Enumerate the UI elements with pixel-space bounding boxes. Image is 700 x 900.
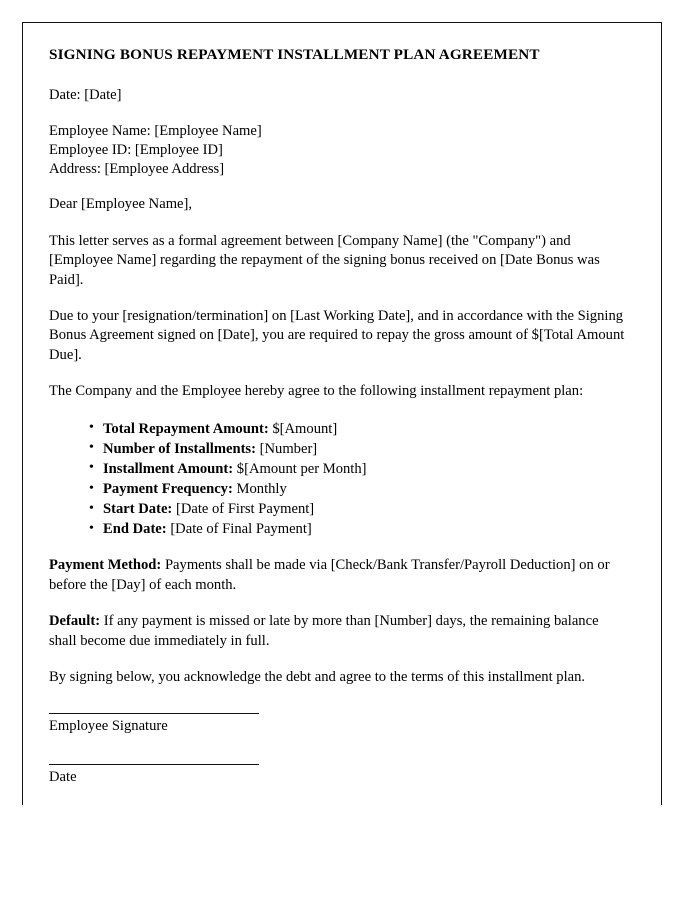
paragraph-acknowledgement: By signing below, you acknowledge the debt and agree to the terms of this installment plan. — [49, 669, 586, 686]
date-line: Date: [Date] — [49, 87, 122, 103]
term-label: Installment Amount: — [103, 460, 234, 477]
paragraph-reason: Due to your [resignation/termination] on [Last Working Date], and in accordance with the Signing Bonus Agreement signed on [Date], you are required to repay the gross amount of $[Total Amount Due]. — [49, 308, 625, 363]
term-value: [Number] — [259, 440, 318, 457]
employee-address-line: Address: [Employee Address] — [49, 160, 225, 177]
paragraph-plan-intro: The Company and the Employee hereby agree to the following installment repayment plan: — [49, 383, 584, 400]
document-content — [49, 45, 627, 787]
list-item — [89, 419, 627, 439]
payment-method-label: Payment Method: — [49, 557, 162, 574]
employee-signature-line[interactable] — [49, 713, 259, 714]
paragraph-intro: This letter serves as a formal agreement between [Company Name] (the "Company") and [Employee Name] regarding the repayment of the signing bonus received on [Date Bonus was Paid]. — [49, 232, 600, 288]
page-title: SIGNING BONUS REPAYMENT INSTALLMENT PLAN AGREEMENT — [49, 46, 540, 63]
term-value: Monthly — [236, 481, 287, 498]
signature-date-label: Date — [49, 769, 77, 786]
list-item — [89, 439, 627, 459]
recipient-block — [49, 122, 627, 178]
employee-signature-label: Employee Signature — [49, 718, 168, 735]
installment-terms-list — [49, 419, 627, 540]
signature-date-line[interactable] — [49, 764, 259, 765]
default-clause-paragraph — [49, 612, 627, 651]
signature-block — [49, 713, 627, 787]
employee-name-line: Employee Name: [Employee Name] — [49, 123, 262, 140]
term-value: [Date of First Payment] — [175, 501, 315, 518]
list-item — [89, 459, 627, 479]
term-value: $[Amount] — [272, 420, 338, 437]
salutation: Dear [Employee Name], — [49, 196, 193, 213]
term-value: [Date of Final Payment] — [170, 521, 312, 538]
payment-method-text: Payments shall be made via [Check/Bank Transfer/Payroll Deduction] on or before the [Day] of each month. — [49, 557, 610, 593]
term-label: Total Repayment Amount: — [103, 420, 269, 437]
default-clause-label: Default: — [49, 613, 101, 630]
term-label: Number of Installments: — [103, 440, 256, 457]
term-label: End Date: — [103, 521, 167, 538]
employee-id-line: Employee ID: [Employee ID] — [49, 142, 223, 159]
document-page — [22, 22, 662, 805]
default-clause-text: If any payment is missed or late by more than [Number] days, the remaining balance shall become due immediately in full. — [49, 613, 599, 649]
term-label: Payment Frequency: — [103, 481, 233, 498]
payment-method-paragraph — [49, 556, 627, 595]
term-label: Start Date: — [103, 501, 173, 518]
term-value: $[Amount per Month] — [236, 460, 367, 477]
list-item — [89, 499, 627, 519]
list-item — [89, 479, 627, 499]
list-item — [89, 519, 627, 539]
